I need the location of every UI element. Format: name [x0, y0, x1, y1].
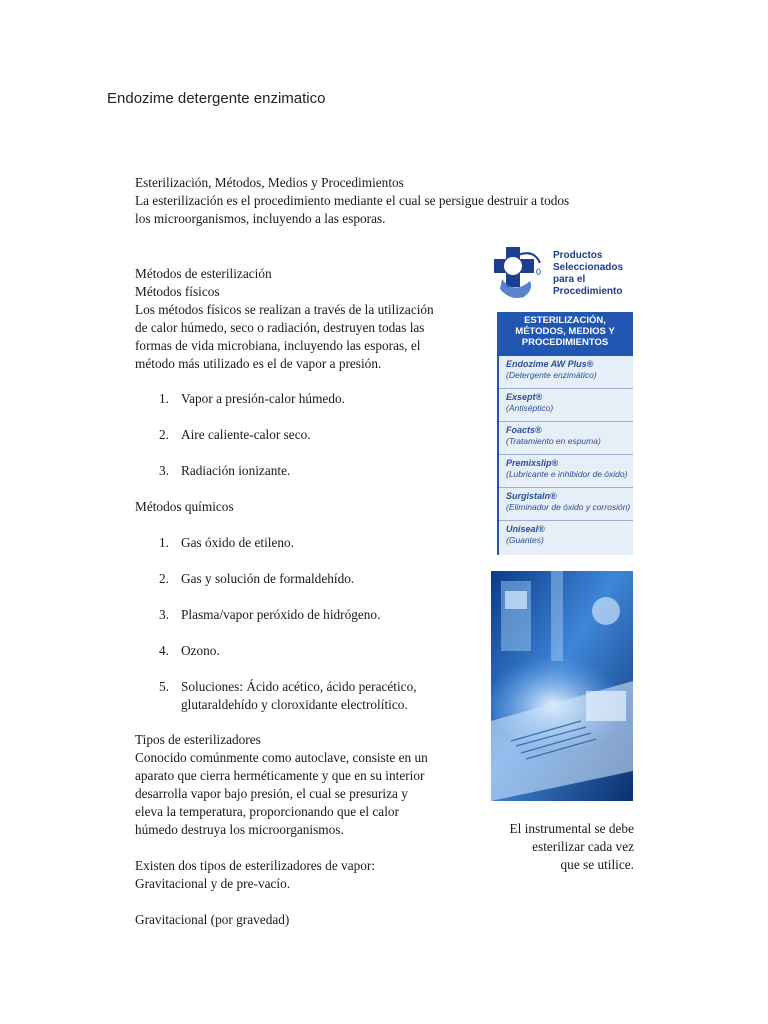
caption-line: El instrumental se debe [509, 821, 634, 836]
paragraph-line: húmedo destruya los microorganismos. [135, 822, 344, 837]
caption-line: que se utilice. [560, 857, 634, 872]
panel-band [497, 312, 633, 356]
intro-heading: Esterilización, Métodos, Medios y Procedimientos [135, 175, 404, 190]
document-title: Endozime detergente enzimatico [107, 90, 326, 107]
product-logo-icon [490, 243, 552, 305]
metodos-section [135, 265, 495, 373]
caption-line: esterilizar cada vez [532, 839, 634, 854]
paragraph-line: de calor húmedo, seco o radiación, destruyen todas las [135, 320, 425, 335]
paragraph-line: Los métodos físicos se realizan a través de la utilización [135, 302, 434, 317]
panel-heading-line: Seleccionados [553, 262, 624, 273]
intro-line: los microorganismos, incluyendo a las esporas. [135, 211, 386, 226]
photo-caption [476, 820, 634, 874]
metodos-subheading: Métodos físicos [135, 284, 220, 299]
panel-heading-line: Productos [553, 250, 603, 261]
panel-heading-line: Procedimiento [553, 286, 623, 297]
product-item: Premixslip® (Lubricante e inhibidor de óxido) [499, 455, 633, 488]
panel-band-line: ESTERILIZACIÓN, [524, 315, 606, 326]
panel-band-line: PROCEDIMIENTOS [521, 337, 609, 348]
intro-section [135, 174, 635, 228]
paragraph-line: desarrolla vapor bajo presión, el cual se presuriza y [135, 786, 408, 801]
product-panel [490, 243, 633, 555]
product-item: Endozime AW Plus® (Detergente enzimático) [499, 356, 633, 389]
tipos-section [135, 731, 495, 929]
product-item: Surgistain® (Eliminador de óxido y corrosión) [499, 488, 633, 521]
paragraph-line: formas de vida microbiana, incluyendo las esporas, el [135, 338, 421, 353]
intro-line: La esterilización es el procedimiento mediante el cual se persigue destruir a todos [135, 193, 570, 208]
product-item: Exsept® (Antiséptico) [499, 389, 633, 422]
paragraph-line: Gravitacional y de pre-vacío. [135, 876, 291, 891]
tipos-heading: Tipos de esterilizadores [135, 732, 261, 747]
quimicos-heading: Métodos químicos [135, 499, 234, 514]
paragraph-line: Conocido comúnmente como autoclave, consiste en un [135, 750, 428, 765]
gravitacional-heading: Gravitacional (por gravedad) [135, 912, 290, 927]
panel-heading-line: para el [553, 274, 586, 285]
panel-heading [553, 250, 633, 298]
paragraph-line: eleva la temperatura, proporcionando que el calor [135, 804, 399, 819]
product-list [497, 356, 633, 555]
paragraph-line: aparato que cierra herméticamente y que en su interior [135, 768, 425, 783]
panel-band-line: MÉTODOS, MEDIOS Y [515, 326, 615, 337]
paragraph-line: Existen dos tipos de esterilizadores de vapor: [135, 858, 376, 873]
paragraph-line: método más utilizado es el de vapor a presión. [135, 356, 382, 371]
product-item: Foacts® (Tratamiento en espuma) [499, 422, 633, 455]
product-item: Uniseal® (Guantes) [506, 524, 545, 545]
metodos-heading: Métodos de esterilización [135, 266, 272, 281]
svg-text:0: 0 [536, 267, 542, 277]
instrument-photo [491, 571, 633, 801]
